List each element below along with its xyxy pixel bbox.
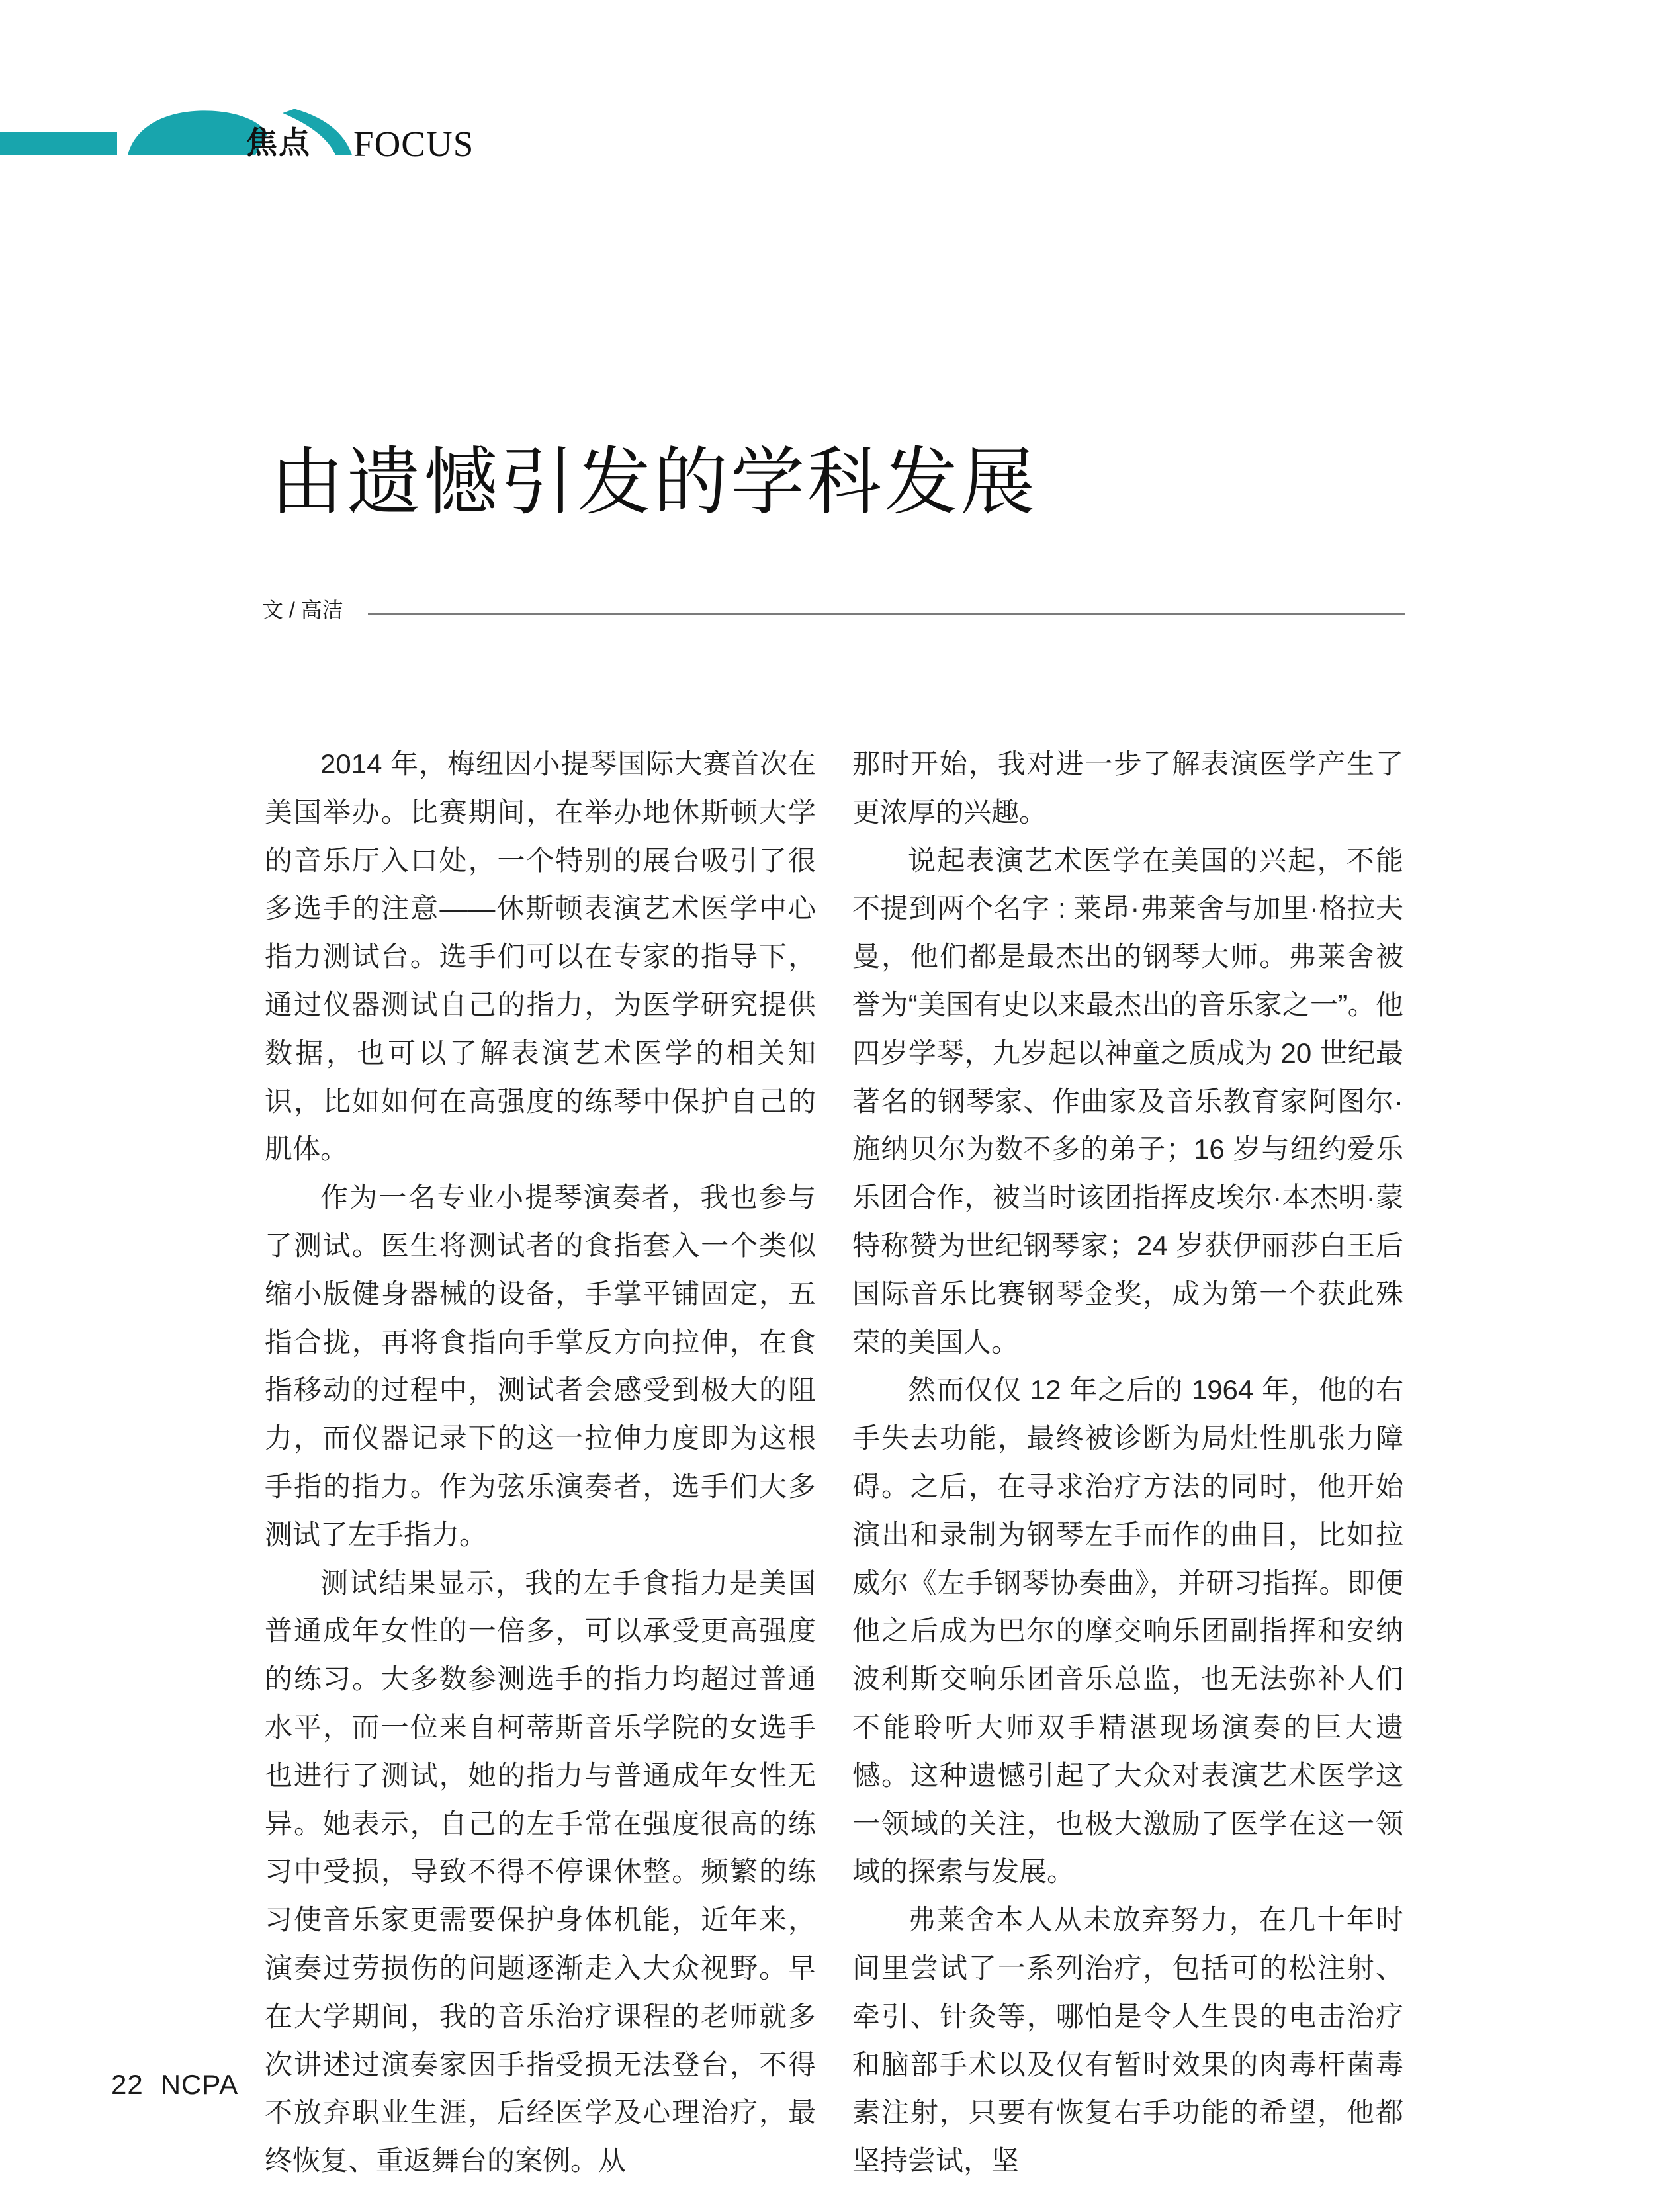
journal-brand: NCPA (160, 2069, 239, 2100)
byline: 文 / 高洁 (262, 598, 343, 622)
page-number: 22 (111, 2069, 144, 2100)
paragraph: 作为一名专业小提琴演奏者，我也参与了测试。医生将测试者的食指套入一个类似缩小版健身器械的设备，手掌平铺固定，五指合拢，再将食指向手掌反方向拉伸，在食指移动的过程中，测试者会感受到极大的阻力，而仪器记录下的这一拉伸力度即为这根手指的指力。作为弦乐演奏者，选手们大多测试了左手指力。 (265, 1182, 816, 1550)
section-label-en: FOCUS (353, 124, 474, 164)
page-footer (111, 2068, 238, 2101)
paragraph: 测试结果显示，我的左手食指力是美国普通成年女性的一倍多，可以承受更高强度的练习。大多数参测选手的指力均超过普通水平，而一位来自柯蒂斯音乐学院的女选手也进行了测试，她的指力与普通成年女性无异。她表示，自己的左手常在强度很高的练习中受损，导致不得不停课休整。频繁的练习使音乐家更需要保护身体机能，近年来，演奏过劳损伤的问题逐渐走入大众视野。早在大学期间，我的音乐治疗课程的老师就多次讲述过演奏家因手指受损无法登台，不得不放弃职业生涯，后经医学及心理治疗，最终恢复、重返舞台的案例。从 (265, 1567, 816, 2177)
paragraph: 2014 年，梅纽因小提琴国际大赛首次在美国举办。比赛期间，在举办地休斯顿大学的音乐厅入口处，一个特别的展台吸引了很多选手的注意——休斯顿表演艺术医学中心指力测试台。选手们可以在专家的指导下，通过仪器测试自己的指力，为医学研究提供数据，也可以了解表演艺术医学的相关知识，比如如何在高强度的练琴中保护自己的肌体。 (265, 748, 816, 1165)
paragraph: 弗莱舍本人从未放弃努力，在几十年时间里尝试了一系列治疗，包括可的松注射、牵引、针灸等，哪怕是令人生畏的电击治疗和脑部手术以及仅有暂时效果的肉毒杆菌毒素注射，只要有恢复右手功能的希望，他都坚持尝试，坚 (852, 1904, 1403, 2177)
paragraph: 那时开始，我对进一步了解表演医学产生了更浓厚的兴趣。 (852, 748, 1403, 828)
article-column-right (852, 740, 1403, 2185)
paragraph: 说起表演艺术医学在美国的兴起，不能不提到两个名字 : 莱昂·弗莱舍与加里·格拉夫曼，他们都是最杰出的钢琴大师。弗莱舍被誉为“美国有史以来最杰出的音乐家之一”。他四岁学琴，九岁起以神童之质成为 20 世纪最著名的钢琴家、作曲家及音乐教育家阿图尔·施纳贝尔为数不多的弟子；16 岁与纽约爱乐乐团合作，被当时该团指挥皮埃尔·本杰明·蒙特称赞为世纪钢琴家；24 岁获伊丽莎白王后国际音乐比赛钢琴金奖，成为第一个获此殊荣的美国人。 (852, 844, 1403, 1358)
byline-rule-divider (368, 613, 1405, 615)
article-column-left (265, 740, 816, 2185)
section-label-zh: 焦点 (246, 125, 311, 160)
teal-bar-icon (0, 132, 117, 155)
page-title: 由遗憾引发的学科发展 (270, 442, 1038, 525)
paragraph: 然而仅仅 12 年之后的 1964 年，他的右手失去功能，最终被诊断为局灶性肌张力障碍。之后，在寻求治疗方法的同时，他开始演出和录制为钢琴左手而作的曲目，比如拉威尔《左手钢琴协奏曲》，并研习指挥。即便他之后成为巴尔的摩交响乐团副指挥和安纳波利斯交响乐团音乐总监，也无法弥补人们不能聆听大师双手精湛现场演奏的巨大遗憾。这种遗憾引起了大众对表演艺术医学这一领域的关注，也极大激励了医学在这一领域的探索与发展。 (852, 1374, 1403, 1888)
